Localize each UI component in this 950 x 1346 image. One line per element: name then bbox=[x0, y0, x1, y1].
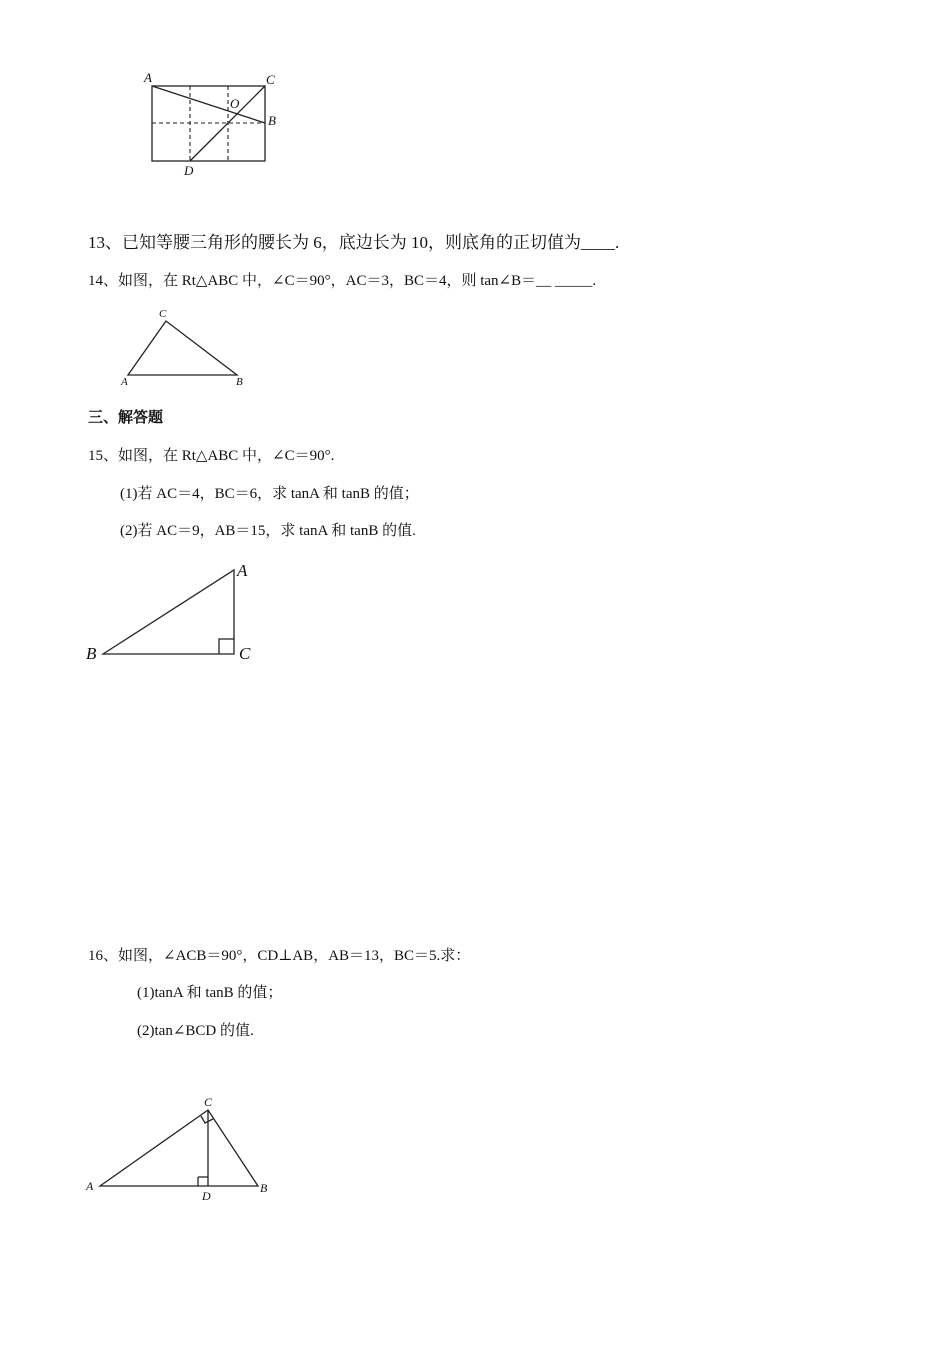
right-angle-mark bbox=[219, 639, 234, 654]
rectangle-figure bbox=[140, 70, 290, 180]
question-15-part-1: (1)若 AC＝4，BC＝6，求 tanA 和 tanB 的值； bbox=[120, 486, 419, 502]
right-triangle-figure-q16 bbox=[80, 1092, 280, 1207]
triangle-outline bbox=[103, 570, 234, 654]
triangle-figure-q14 bbox=[115, 305, 255, 390]
question-16-stem: 16、如图，∠ACB＝90°，CD⊥AB，AB＝13，BC＝5.求： bbox=[88, 948, 471, 964]
question-13: 13、已知等腰三角形的腰长为 6，底边长为 10，则底角的正切值为____. bbox=[88, 233, 620, 252]
question-14: 14、如图，在 Rt△ABC 中，∠C＝90°，AC＝3，BC＝4，则 tan∠B＝__ _____. bbox=[88, 273, 597, 289]
label-A: A bbox=[121, 376, 128, 388]
label-C: C bbox=[159, 308, 167, 320]
label-D: D bbox=[184, 163, 194, 178]
label-O: O bbox=[230, 96, 240, 111]
label-B: B bbox=[268, 113, 276, 128]
label-A: A bbox=[86, 1179, 94, 1193]
segment-AB bbox=[152, 86, 265, 123]
question-16-part-1: (1)tanA 和 tanB 的值； bbox=[137, 985, 283, 1001]
label-B: B bbox=[86, 644, 97, 663]
label-B: B bbox=[236, 376, 243, 388]
label-D: D bbox=[202, 1189, 211, 1203]
right-angle-mark-c bbox=[201, 1116, 213, 1123]
question-15-stem: 15、如图，在 Rt△ABC 中，∠C＝90°. bbox=[88, 448, 335, 464]
triangle-outline bbox=[128, 321, 237, 375]
triangle-outline bbox=[100, 1110, 258, 1186]
label-C: C bbox=[266, 72, 275, 87]
label-A: A bbox=[144, 70, 152, 85]
label-C: C bbox=[239, 644, 251, 663]
section-heading: 三、解答题 bbox=[88, 410, 164, 426]
question-16-part-2: (2)tan∠BCD 的值. bbox=[137, 1023, 254, 1039]
label-A: A bbox=[237, 561, 248, 580]
question-15-part-2: (2)若 AC＝9，AB＝15，求 tanA 和 tanB 的值. bbox=[120, 523, 416, 539]
label-B: B bbox=[260, 1181, 268, 1195]
label-C: C bbox=[204, 1095, 213, 1109]
right-triangle-figure-q15 bbox=[80, 555, 270, 670]
